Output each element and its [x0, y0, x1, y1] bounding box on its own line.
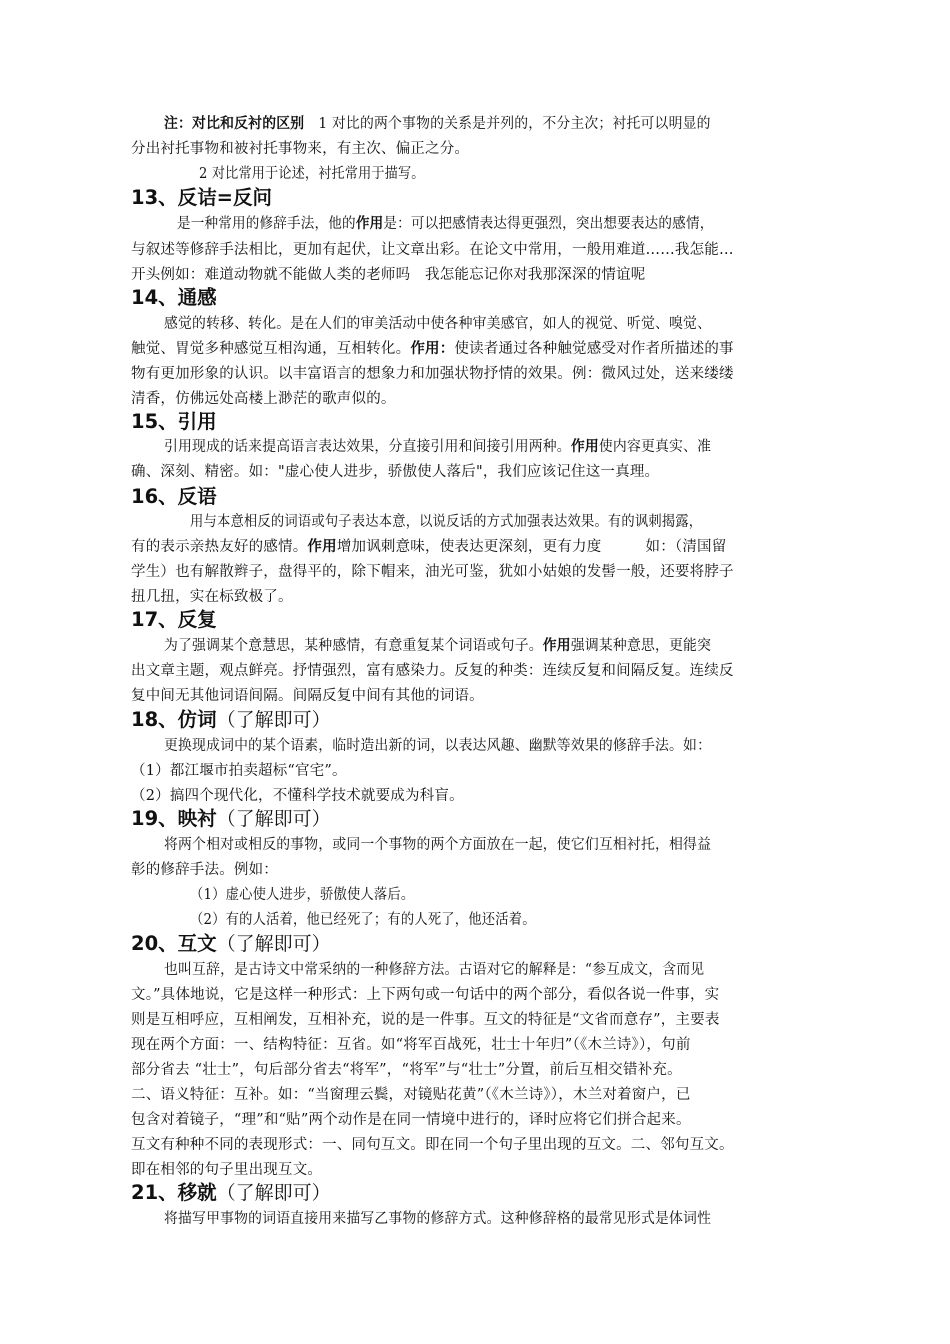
s14-line-3: 物有更加形象的认识。以丰富语言的想象力和加强状物抒情的效果。例：微风过处，送来缕缕 [131, 366, 734, 382]
s20-line-9: 即在相邻的句子里出现互文。 [131, 1162, 323, 1178]
note-line-2: 分出衬托事物和被衬托事物来，有主次、偏正之分。 [131, 141, 470, 157]
s20-line-5: 部分省去 “壮士”，句后部分省去“将军”，“将军”与“壮士”分置，前后互相交错补充。 [131, 1062, 682, 1078]
s20-line-6: 二、语义特征：互补。如：“当窗理云鬓，对镜贴花黄”（《木兰诗》），木兰对着窗户，已 [131, 1087, 691, 1103]
s18-line-3: （2）搞四个现代化，不懂科学技术就要成为科盲。 [131, 788, 464, 804]
s18-line-1: 更换现成词中的某个语素，临时造出新的词，以表达风趣、幽默等效果的修辞手法。如： [164, 738, 712, 754]
s20-line-2: 文。”具体地说，它是这样一种形式：上下两句或一句话中的两个部分，看似各说一件事，实 [131, 987, 720, 1003]
note-line-1: 注：对比和反衬的区别 1 对比的两个事物的关系是并列的，不分主次；衬托可以明显的 [164, 116, 711, 132]
note-line-3: 2 对比常用于论述，衬托常用于描写。 [199, 166, 425, 182]
s14-line-1: 感觉的转移、转化。是在人们的审美活动中使各种审美感官，如人的视觉、听觉、嗅觉、 [164, 316, 712, 332]
s13-line-3: 开头例如：难道动物就不能做人类的老师吗 我怎能忘记你对我那深深的情谊呢 [131, 267, 646, 283]
s19-line-1: 将两个相对或相反的事物，或同一个事物的两个方面放在一起，使它们互相衬托，相得益 [164, 837, 712, 853]
section-14-heading: 14、通感 [131, 286, 217, 309]
s20-line-8: 互文有种种不同的表现形式：一、同句互文。即在同一个句子里出现的互文。二、邻句互文。 [131, 1137, 734, 1153]
s13-line-1: 是一种常用的修辞手法，他的作用是：可以把感情表达得更强烈，突出想要表达的感情， [177, 216, 714, 232]
s21-line-1: 将描写甲事物的词语直接用来描写乙事物的修辞方式。这种修辞格的最常见形式是体词性 [164, 1211, 712, 1227]
section-21-heading: 21、移就（了解即可） [131, 1181, 331, 1204]
s19-line-2: 彰的修辞手法。例如： [131, 862, 278, 878]
section-16-heading: 16、反语 [131, 485, 217, 508]
note-label: 注：对比和反衬的区别 [164, 116, 305, 132]
section-13-heading: 13、反诘=反问 [131, 186, 272, 209]
section-20-heading: 20、互文（了解即可） [131, 932, 331, 955]
s15-line-2: 确、深刻、精密。如："虚心使人进步，骄傲使人落后"，我们应该记住这一真理。 [131, 464, 660, 480]
section-17-heading: 17、反复 [131, 608, 217, 631]
s16-line-1: 用与本意相反的词语或句子表达本意，以说反话的方式加强表达效果。有的讽刺揭露， [190, 514, 703, 530]
s17-line-2: 出文章主题，观点鲜亮。抒情强烈，富有感染力。反复的种类：连续反复和间隔反复。连续反 [131, 663, 734, 679]
s15-line-1: 引用现成的话来提高语言表达效果，分直接引用和间接引用两种。作用使内容更真实、准 [164, 439, 712, 455]
s19-line-3: （1）虚心使人进步，骄傲使人落后。 [190, 887, 415, 903]
section-18-heading: 18、仿词（了解即可） [131, 708, 331, 731]
s16-line-4: 扭几扭，实在标致极了。 [131, 589, 293, 605]
s16-line-3: 学生）也有解散辫子，盘得平的，除下帽来，油光可鉴，犹如小姑娘的发髻一般，还要将脖子 [131, 564, 734, 580]
s16-line-2: 有的表示亲热友好的感情。作用增加讽刺意味，使表达更深刻，更有力度 如：（清国留 [131, 539, 727, 555]
s19-line-4: （2）有的人活着，他已经死了；有的人死了，他还活着。 [190, 912, 536, 928]
s17-line-3: 复中间无其他词语间隔。间隔反复中间有其他的词语。 [131, 688, 484, 704]
section-15-heading: 15、引用 [131, 410, 217, 433]
s20-line-4: 现在两个方面：一、结构特征：互省。如“将军百战死，壮士十年归”（《木兰诗》），句前 [131, 1037, 691, 1053]
s14-line-2: 触觉、胃觉多种感觉互相沟通，互相转化。作用：使读者通过各种触觉感受对作者所描述的事 [131, 341, 734, 357]
s20-line-3: 则是互相呼应，互相阐发，互相补充，说的是一件事。互文的特征是“文省而意存”，主要表 [131, 1012, 720, 1028]
s20-line-1: 也叫互辞，是古诗文中常采纳的一种修辞方法。古语对它的解释是：“参互成文，含而见 [164, 962, 705, 978]
s13-line-2: 与叙述等修辞手法相比，更加有起伏，让文章出彩。在论文中常用，一般用难道……我怎能… [131, 242, 734, 258]
s14-line-4: 清香，仿佛远处高楼上渺茫的歌声似的。 [131, 391, 396, 407]
section-19-heading: 19、映衬（了解即可） [131, 807, 331, 830]
s20-line-7: 包含对着镜子，“理”和“贴”两个动作是在同一情境中进行的，译时应将它们拼合起来。 [131, 1112, 691, 1128]
s18-line-2: （1）都江堰市拍卖超标“官宅”。 [131, 763, 347, 779]
s17-line-1: 为了强调某个意慧思，某种感情，有意重复某个词语或句子。作用强调某种意思，更能突 [164, 638, 712, 654]
